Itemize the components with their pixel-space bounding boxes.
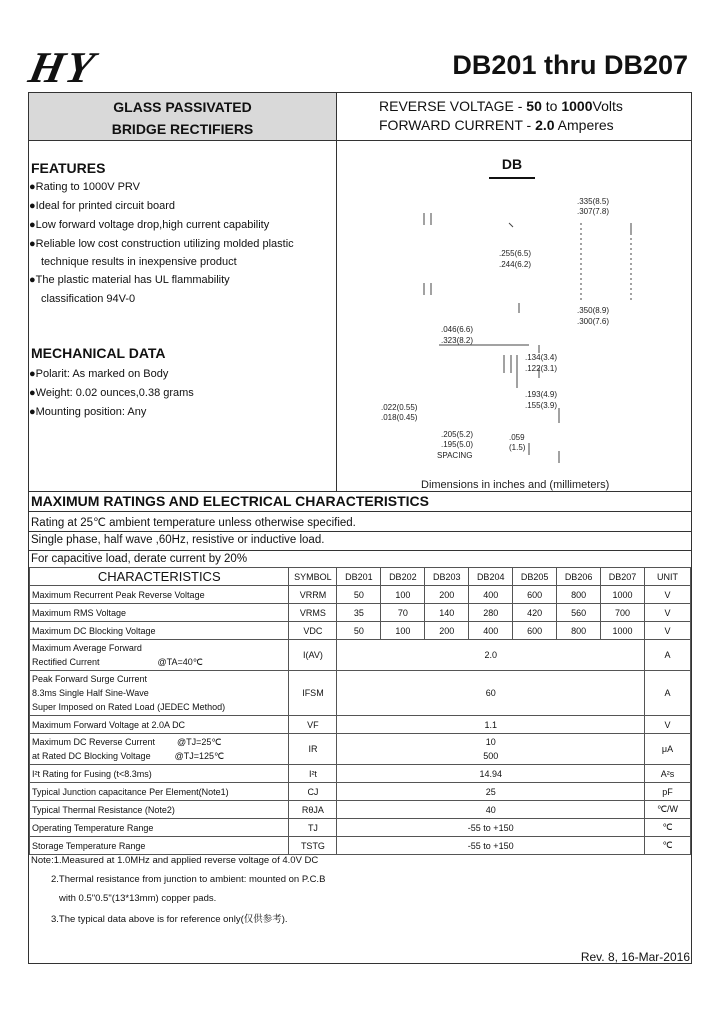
avg-forward-line2: Rectified Current @TA=40℃ xyxy=(32,657,203,667)
row-unit: A xyxy=(644,640,690,671)
dim-2a: .255(6.5) xyxy=(499,249,532,258)
row-value: 400 xyxy=(469,622,513,640)
row-symbol: VDC xyxy=(289,622,337,640)
note-2-cont: with 0.5"0.5"(13*13mm) copper pads. xyxy=(59,893,217,904)
row-unit: pF xyxy=(644,783,690,801)
row-symbol: I²t xyxy=(289,765,337,783)
feature-2: ●Ideal for printed circuit board xyxy=(29,200,176,212)
row-unit: V xyxy=(644,716,690,734)
dim-1a: .335(8.5) xyxy=(577,197,610,206)
row-characteristic: Maximum RMS Voltage xyxy=(30,604,289,622)
row-value: 700 xyxy=(601,604,645,622)
row-characteristic: Operating Temperature Range xyxy=(30,819,289,837)
forward-current-value: 2.0 xyxy=(535,117,555,133)
row-value: 1000 xyxy=(601,622,645,640)
surge-line3: Super Imposed on Rated Load (JEDEC Method) xyxy=(32,702,226,712)
row-characteristic xyxy=(30,640,289,671)
table-row xyxy=(30,765,691,783)
reverse-current-cond2: @TJ=125℃ xyxy=(174,751,225,761)
row-value: 70 xyxy=(381,604,425,622)
row-value: 1000 xyxy=(601,586,645,604)
row-value: 600 xyxy=(513,622,557,640)
row-unit: A xyxy=(644,671,690,716)
package-label: DB xyxy=(489,153,535,179)
ratings-line-1: Rating at 25℃ ambient temperature unless otherwise specified. xyxy=(31,517,356,529)
row-symbol: VRMS xyxy=(289,604,337,622)
dim-9a: .059 xyxy=(509,433,525,442)
row-value: 60 xyxy=(337,671,645,716)
row-value: 100 xyxy=(381,586,425,604)
dim-7b: .018(0.45) xyxy=(381,413,418,422)
ratings-title: MAXIMUM RATINGS AND ELECTRICAL CHARACTERISTICS xyxy=(31,493,429,509)
row-unit: V xyxy=(644,586,690,604)
row-value: -55 to +150 xyxy=(337,837,645,855)
ratings-line-3: For capacitive load, derate current by 20% xyxy=(31,553,248,565)
dim-7a: .022(0.55) xyxy=(381,403,418,412)
col-characteristics: CHARACTERISTICS xyxy=(30,568,289,586)
row-symbol: I(AV) xyxy=(289,640,337,671)
company-logo: HY xyxy=(24,43,101,92)
col-symbol: SYMBOL xyxy=(289,568,337,586)
dim-3b: .300(7.6) xyxy=(577,317,610,326)
row-characteristic: Typical Thermal Resistance (Note2) xyxy=(30,801,289,819)
row-value: 280 xyxy=(469,604,513,622)
surge-line1: Peak Forward Surge Current xyxy=(32,674,148,684)
row-value: 40 xyxy=(337,801,645,819)
mechanical-3: ●Mounting position: Any xyxy=(29,406,147,418)
row-unit: ℃ xyxy=(644,819,690,837)
note-1: Note:1.Measured at 1.0MHz and applied reverse voltage of 4.0V DC xyxy=(31,855,319,866)
characteristics-table xyxy=(29,567,691,855)
divider-header xyxy=(29,140,691,141)
col-db207: DB207 xyxy=(601,568,645,586)
divider-body-v xyxy=(336,140,337,491)
row-unit: ℃ xyxy=(644,837,690,855)
dim-6b: .155(3.9) xyxy=(525,401,558,410)
divider-ratings-4 xyxy=(29,550,691,551)
row-value: 560 xyxy=(557,604,601,622)
row-value: 800 xyxy=(557,586,601,604)
row-characteristic: Storage Temperature Range xyxy=(30,837,289,855)
reverse-voltage-min: 50 xyxy=(526,98,542,114)
reverse-current-25: 10 xyxy=(485,737,496,747)
row-value: 50 xyxy=(337,586,381,604)
feature-6: ●The plastic material has UL flammability xyxy=(29,274,230,286)
title-line-2: BRIDGE RECTIFIERS xyxy=(111,121,254,137)
divider-ratings-3 xyxy=(29,531,691,532)
datasheet-frame xyxy=(28,92,692,964)
row-unit: μA xyxy=(644,734,690,765)
row-characteristic: Typical Junction capacitance Per Element(Note1) xyxy=(30,783,289,801)
table-row xyxy=(30,783,691,801)
col-db205: DB205 xyxy=(513,568,557,586)
reverse-voltage xyxy=(379,98,623,114)
row-characteristic: Maximum Recurrent Peak Reverse Voltage xyxy=(30,586,289,604)
row-value: 200 xyxy=(425,622,469,640)
dim-1b: .307(7.8) xyxy=(577,207,610,216)
row-unit: ℃/W xyxy=(644,801,690,819)
col-db206: DB206 xyxy=(557,568,601,586)
revision-label: Rev. 8, 16-Mar-2016 xyxy=(580,950,690,964)
row-symbol: VRRM xyxy=(289,586,337,604)
row-value xyxy=(337,734,645,765)
table-row xyxy=(30,622,691,640)
divider-ratings xyxy=(29,491,691,492)
table-row xyxy=(30,837,691,855)
table-row xyxy=(30,671,691,716)
row-value: 400 xyxy=(469,586,513,604)
dim-5a: .134(3.4) xyxy=(525,353,558,362)
dim-8a: .205(5.2) xyxy=(441,430,474,439)
avg-forward-cond: @TA=40℃ xyxy=(157,657,203,667)
reverse-current-line2: at Rated DC Blocking Voltage @TJ=125℃ xyxy=(32,751,225,761)
col-db203: DB203 xyxy=(425,568,469,586)
row-value: 600 xyxy=(513,586,557,604)
row-value: 2.0 xyxy=(337,640,645,671)
table-row xyxy=(30,586,691,604)
divider-header-v xyxy=(336,93,337,140)
feature-7: classification 94V-0 xyxy=(41,293,136,305)
forward-current-unit: Amperes xyxy=(554,117,614,133)
row-value: 800 xyxy=(557,622,601,640)
row-characteristic xyxy=(30,671,289,716)
forward-current xyxy=(379,117,614,133)
table-row xyxy=(30,604,691,622)
row-characteristic xyxy=(30,734,289,765)
row-value: -55 to +150 xyxy=(337,819,645,837)
divider-ratings-2 xyxy=(29,511,691,512)
dim-6a: .193(4.9) xyxy=(525,390,558,399)
note-2: 2.Thermal resistance from junction to ambient: mounted on P.C.B xyxy=(51,874,326,885)
table-header-row xyxy=(30,568,691,586)
dim-8b: .195(5.0) xyxy=(441,440,474,449)
dim-4a: .046(6.6) xyxy=(441,325,474,334)
row-value: 140 xyxy=(425,604,469,622)
feature-1: ●Rating to 1000V PRV xyxy=(29,181,141,193)
reverse-current-cond1: @TJ=25℃ xyxy=(177,737,222,747)
table-row xyxy=(30,734,691,765)
feature-5: technique results in inexpensive product xyxy=(41,256,237,268)
row-symbol: IR xyxy=(289,734,337,765)
dim-4b: .323(8.2) xyxy=(441,336,474,345)
row-unit: V xyxy=(644,604,690,622)
row-value: 35 xyxy=(337,604,381,622)
col-db202: DB202 xyxy=(381,568,425,586)
row-characteristic: Maximum Forward Voltage at 2.0A DC xyxy=(30,716,289,734)
table-row xyxy=(30,819,691,837)
row-characteristic: I²t Rating for Fusing (t<8.3ms) xyxy=(30,765,289,783)
row-value: 420 xyxy=(513,604,557,622)
col-db204: DB204 xyxy=(469,568,513,586)
row-value: 14.94 xyxy=(337,765,645,783)
table-row xyxy=(30,640,691,671)
dim-2b: .244(6.2) xyxy=(499,260,532,269)
note-3: 3.The typical data above is for reference only(仅供参考). xyxy=(51,914,288,925)
row-symbol: RθJA xyxy=(289,801,337,819)
row-value: 100 xyxy=(381,622,425,640)
table-row xyxy=(30,801,691,819)
row-value: 50 xyxy=(337,622,381,640)
avg-forward-line1: Maximum Average Forward xyxy=(32,643,142,653)
row-unit: A²s xyxy=(644,765,690,783)
col-db201: DB201 xyxy=(337,568,381,586)
features-title: FEATURES xyxy=(31,160,106,176)
part-range-title: DB201 thru DB207 xyxy=(452,50,688,80)
reverse-voltage-unit: Volts xyxy=(592,98,623,114)
row-value: 25 xyxy=(337,783,645,801)
dim-3a: .350(8.9) xyxy=(577,306,610,315)
forward-current-label: FORWARD CURRENT - xyxy=(379,117,532,133)
row-value: 1.1 xyxy=(337,716,645,734)
reverse-voltage-label: REVERSE VOLTAGE - xyxy=(379,98,523,114)
row-symbol: CJ xyxy=(289,783,337,801)
reverse-current-125: 500 xyxy=(483,751,499,761)
reverse-voltage-max: 1000 xyxy=(561,98,593,114)
row-value: 200 xyxy=(425,586,469,604)
mechanical-2: ●Weight: 0.02 ounces,0.38 grams xyxy=(29,387,194,399)
row-symbol: TJ xyxy=(289,819,337,837)
dim-5b: .122(3.1) xyxy=(525,364,558,373)
table-row xyxy=(30,716,691,734)
dimensions-caption: Dimensions in inches and (millimeters) xyxy=(421,479,610,491)
dim-9b: (1.5) xyxy=(509,443,526,452)
row-symbol: VF xyxy=(289,716,337,734)
row-unit: V xyxy=(644,622,690,640)
title-line-1: GLASS PASSIVATED xyxy=(113,99,252,115)
mechanical-title: MECHANICAL DATA xyxy=(31,345,166,361)
row-symbol: IFSM xyxy=(289,671,337,716)
mechanical-1: ●Polarit: As marked on Body xyxy=(29,368,169,380)
col-unit: UNIT xyxy=(644,568,690,586)
feature-3: ●Low forward voltage drop,high current capability xyxy=(29,219,270,231)
reverse-current-line1: Maximum DC Reverse Current @TJ=25℃ xyxy=(32,737,222,747)
feature-4: ●Reliable low cost construction utilizing molded plastic xyxy=(29,238,294,250)
reverse-voltage-to: to xyxy=(541,98,562,114)
ratings-line-2: Single phase, half wave ,60Hz, resistive or inductive load. xyxy=(31,534,325,546)
surge-line2: 8.3ms Single Half Sine-Wave xyxy=(32,688,149,698)
row-characteristic: Maximum DC Blocking Voltage xyxy=(30,622,289,640)
dim-spacing: SPACING xyxy=(437,451,473,460)
row-symbol: TSTG xyxy=(289,837,337,855)
